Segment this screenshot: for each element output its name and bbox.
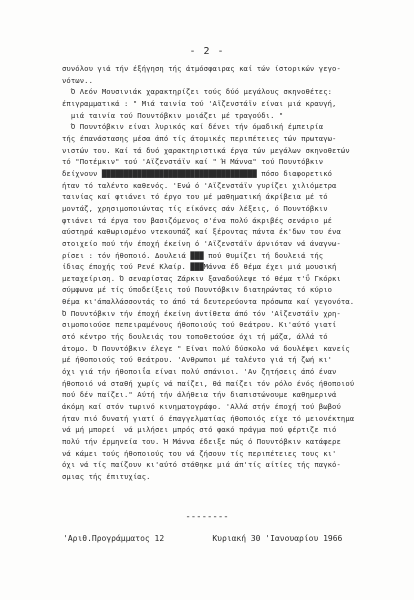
text-line: μεταχείριση. Ό σεναρίστας Ζάρκιν ξαναδούλεψε τό θέμα τ'ΰ Γκόρκι (62, 273, 341, 283)
text-line: φτιάνει τά έργα του βασιζόμενος σ'ένα πολύ άκριβές σενάριο μέ (62, 215, 333, 225)
text-line: νιστών του. Καί τά δυό χαρακτηριστικά έργα τών μεγάλων σκηνοθετών (62, 145, 350, 155)
text-line: άτομο. Ό Πουντόβκιν έλεγε " Είναι πολύ δύσκολο νά δουλέψει κανείς (62, 343, 350, 353)
text-line: ήθοποιό νά σταθή χωρίς νά παίζει, θά παίζει τόν ρόλο ένός ήθοποιού (62, 378, 355, 388)
text-line: θέμα κι'άπαλλάσσοντάς το άπό τά δευτερεύοντα πρόσωπα καί γεγονότα. (62, 297, 355, 307)
text-line: ίδιας έποχής τού Ρενέ Κλαίρ. ███Μάννα έδ θέμα έχει μιά μουσική (62, 262, 337, 272)
text-line: σύμφωνα μέ τίς ύποδείξεις τού Πουντόβκιν διατηρώντας τό κύριο (62, 285, 333, 295)
text-line: ρίσει : τόν ήθοποιό. Δουλειά ███ πού θυμίζει τή δουλειά τής (62, 250, 324, 260)
body-text (62, 63, 402, 483)
text-line: δείχνουν ███████████████████████████████████ πόσο διαφορετικό (62, 168, 333, 178)
footer (63, 534, 403, 543)
text-line: νά κάμει τούς ήθοποιούς του νά ζήσουν τίς περιπέτειες τους κι' (62, 448, 337, 458)
text-line: όχι γιά τήν ήθοποιΐα είναι πολύ σπάνιοι. 'Αν ζητήσεις άπό έναν (62, 367, 337, 377)
text-line: ταινίας καί φτιάνει τό έργο του μέ μαθηματική άκρίβεια μέ τό (62, 192, 328, 202)
page-number: - 2 - (189, 46, 225, 57)
text-line: έπιγραμματικά : " Μιά ταινία τού 'Αϊζενστάϊν είναι μιά κραυγή, (62, 98, 337, 108)
program-number: 'Αριθ.Προγράμματος 12 (63, 534, 165, 543)
text-line: μιά ταινία τού Πουντόβκιν μοιάζει μέ τραγούδι. " (62, 110, 284, 120)
text-line: μοντάζ, χρησιμοποιώντας τίς είκόνες σάν λέξεις, ό Πουντόβκιν (62, 203, 328, 213)
text-line: Ό Λεόν Μουσινιάκ χαρακτηρίζει τούς δύό μεγάλους σκηνοθέτες: (62, 87, 333, 97)
text-line: Ό Πουντόβκιν είναι λυρικός καί δένει τήν όμαδική έμπειρία (62, 122, 324, 132)
program-date: Κυριακή 30 'Ιανουαρίου 1966 (212, 534, 343, 543)
text-line: νότων.. (62, 75, 93, 85)
text-line: στό κέντρο τής δουλειάς του τοποθετούσε όχι τή μάζα, άλλά τό (62, 332, 328, 342)
text-line: Ό Πουντόβκιν τήν έποχή έκείνη άντίθετα άπό τόν 'Αϊζενστάϊν χρη- (62, 308, 341, 318)
text-line: πού δέν παίζει." Αύτή τήν άλήθεια τήν διαπιστώνουμε καθημερινά (62, 390, 337, 400)
text-line: σμιας τής έπιτυχίας. (62, 471, 151, 481)
separator: -------- (185, 512, 229, 522)
text-line: νά μή μπορεί νά μιλήσει μπρός στό φακό πράγμα πού φέρτιζε πιό (62, 425, 337, 435)
text-line: τής έπανάστασης μέσα άπό τίς άτομικές περιπέτειες τών πρωταγω- (62, 133, 337, 143)
text-line: τό "Ποτέμκιν" τού 'Αϊζενστάϊν καί " Ή Μάννα" τού Πουντόβκιν (62, 157, 324, 167)
text-line: πολύ τήν έρμηνεία του. Ή Μάννα έδειξε πώς ό Πουντόβκιν κατάφερε (62, 437, 341, 446)
text-line: ήταν πιό δυνατή γιατί ό έπαγγελματίας ήθοποιός είχε τό μειονέκτημα (62, 413, 355, 423)
text-line: σιμοποιούσε πεπειραμένους ήθοποιούς τού θεάτρου. Κι'αύτό γιατί (62, 320, 337, 330)
text-line: συνόλου γιά τήν έξήγηση τής άτμόσφαιρας καί τών ίστορικών γεγο- (62, 64, 341, 73)
text-line: άκόμη καί στόν τωρινό κινηματογράφο. 'Αλλά στήν έποχή τού βωβού (62, 402, 341, 412)
text-line: ήταν τό ταλέντο καθενός. 'Ενώ ό 'Αϊζενστάϊν γυρίζει χιλιόμετρα (62, 180, 337, 190)
text-line: στοιχείο πού τήν έποχή έκείνη ό 'Αϊζενστάϊν άρνιόταν νά άναγνω- (62, 238, 341, 248)
text-line: αύστηρά καθωρισμένο ντεκουπάζ καί ξέροντας πάντα έκ'δων του ένα (62, 227, 341, 237)
text-line: μέ ήθοποιούς τού θεάτρου. 'Ανθρωποι μέ ταλέντο γιά τή ζωή κι' (62, 355, 333, 365)
text-line: όχι νά τίς παίζουν κι'αύτό στάθηκε μιά άπ'τίς αίτίες τής παγκό- (62, 460, 341, 470)
